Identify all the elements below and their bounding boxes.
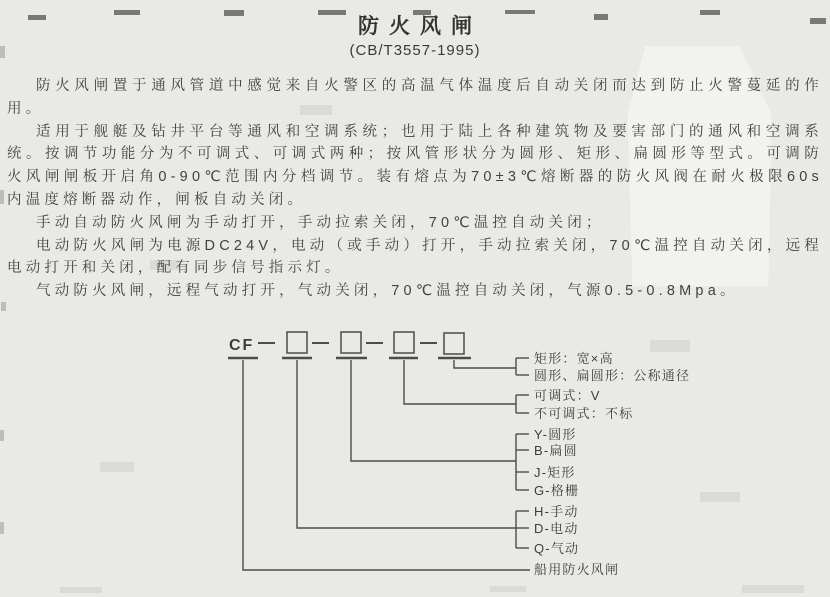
page-title: 防火风闸 [358, 15, 482, 38]
label-adjustable: 可调式：V [534, 388, 601, 403]
scanned-document-page [0, 10, 830, 597]
paragraph-electric: 电动防火风闸为电源DC24V，电动（或手动）打开，手动拉索关闭，70℃温控自动关闭，远程电动打开和关闭，配有同步信号指示灯。 [7, 237, 823, 277]
paragraph-intro: 防火风闸置于通风管道中感觉来自火警区的高温气体温度后自动关闭而达到防止火警蔓延的作用。 [7, 78, 823, 117]
label-shape-oblate: B-扁圆 [534, 443, 578, 458]
label-base-name: 船用防火风闸 [534, 562, 620, 577]
model-code-labels [534, 351, 690, 577]
label-size-rect: 矩形：宽×高 [534, 351, 614, 366]
body-text [0, 75, 830, 303]
model-code-prefix: CF [229, 337, 255, 354]
label-non-adjustable: 不可调式：不标 [534, 406, 634, 421]
label-size-round: 圆形、扁圆形：公称通径 [534, 368, 691, 383]
standard-number: (CB/T3557-1995) [349, 42, 481, 59]
label-shape-rect: J-矩形 [534, 465, 576, 480]
paragraph-application: 适用于舰艇及钻井平台等通风和空调系统；也用于陆上各种建筑物及要害部门的通风和空调系统。按调节功能分为不可调式、可调式两种；按风管形状分为圆形、矩形、扁圆形等型式。可调防火风闸闸板开启角0-90℃范围内分档调节。装有熔点为70±3℃熔断器的防火风阀在耐火极限60s内温度熔断器动作，闸板自动关闭。 [7, 123, 823, 208]
label-drive-electric: D-电动 [534, 521, 579, 536]
label-shape-round: Y-圆形 [534, 427, 577, 442]
label-shape-grille: G-格栅 [534, 483, 580, 498]
label-drive-manual: H-手动 [534, 504, 579, 519]
label-drive-pneumatic: Q-气动 [534, 541, 580, 556]
model-designation-diagram [0, 323, 830, 589]
scan-artifact [1, 302, 6, 311]
paragraph-manual: 手动自动防火风闸为手动打开，手动拉索关闭，70℃温控自动关闭； [36, 214, 605, 231]
paragraph-pneumatic: 气动防火风闸，远程气动打开，气动关闭，70℃温控自动关闭，气源0.5-0.8Mpa。 [36, 283, 739, 300]
model-code-connector-lines [243, 358, 530, 570]
